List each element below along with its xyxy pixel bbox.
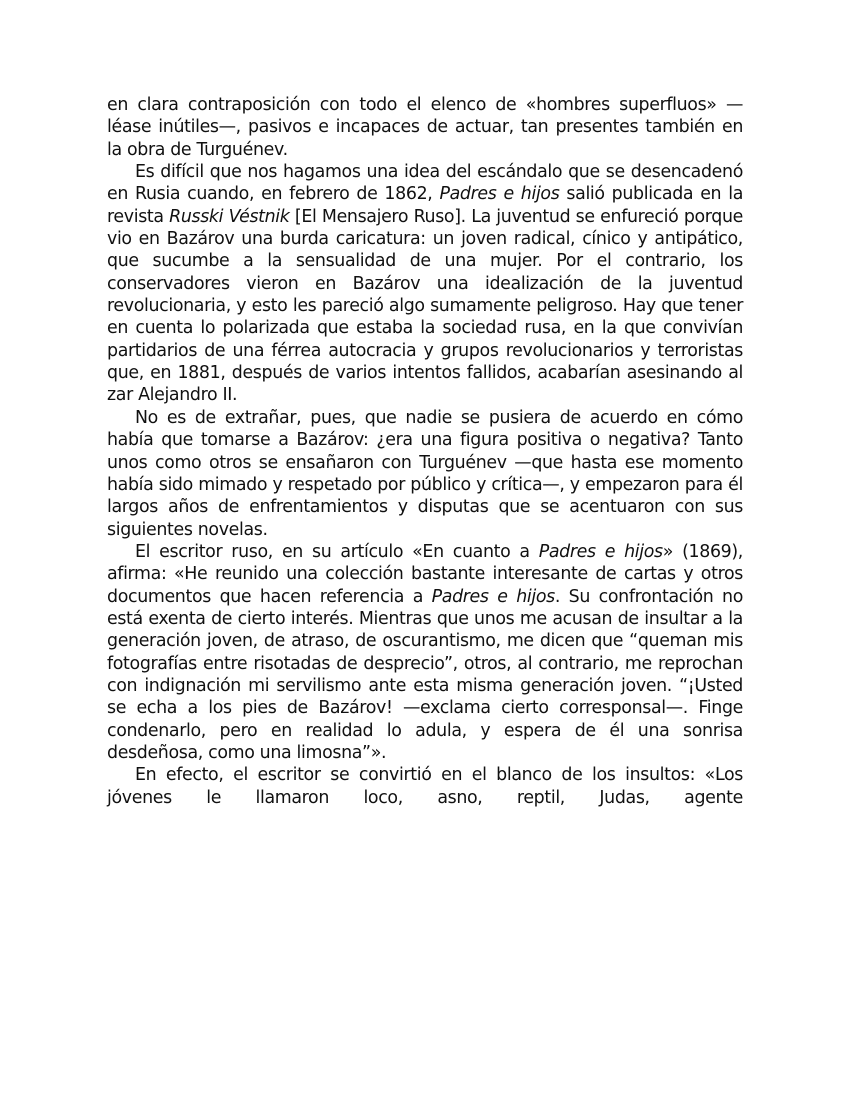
book-title-italic: Padres e hijos	[431, 586, 555, 607]
paragraph-text: » (1869), afirma: «He reunido una colección bastante interesante de cartas y otros documentos que hacen referencia a	[107, 541, 743, 607]
paragraph-text: No es de extrañar, pues, que nadie se pusiera de acuerdo en cómo había que tomarse a Bazárov: ¿era una figura positiva o negativa? Tanto unos como otros se ensañaron con Turguénev —que hasta ese momento había sido mimado y respetado por público y crítica—, y empezaron para él largos años de enfrentamientos y disputas que se acentuaron con sus siguientes novelas.	[107, 407, 743, 540]
paragraph-text: en clara contraposición con todo el elenco de «hombres superfluos» —léase inútiles—, pasivos e incapaces de actuar, tan presentes también en la obra de Turguénev.	[107, 95, 743, 160]
paragraph-5	[107, 764, 743, 809]
paragraph-text: salió publicada en la revista	[107, 184, 743, 227]
journal-title-italic: Russki Véstnik	[169, 206, 290, 227]
book-title-italic: Padres e hijos	[439, 184, 560, 205]
document-page	[107, 94, 743, 809]
book-title-italic: Padres e hijos	[538, 541, 663, 562]
paragraph-text: . Su confrontación no está exenta de cierto interés. Mientras que unos me acusan de insultar a la generación joven, de atraso, de oscurantismo, me dicen que “queman mis fotografías entre risotadas de desprecio”, otros, al contrario, me reprochan con indignación mi servilismo ante esta misma generación joven. “¡Usted se echa a los pies de Bazárov! —exclama cierto corresponsal—. Finge condenarlo, pero en realidad lo adula, y espera de él una sonrisa desdeñosa, como una limosna”».	[107, 586, 743, 763]
paragraph-text: En efecto, el escritor se convirtió en el blanco de los insultos: «Los jóvenes le llamaron loco, asno, reptil, Judas, agente	[107, 765, 743, 808]
paragraph-text: Es difícil que nos hagamos una idea del escándalo que se desencadenó en Rusia cuando, en febrero de 1862,	[107, 162, 743, 205]
paragraph-text: El escritor ruso, en su artículo «En cuanto a	[135, 541, 539, 562]
paragraph-1	[107, 94, 743, 161]
paragraph-text: [El Mensajero Ruso]. La juventud se enfureció porque vio en Bazárov una burda caricatura: un joven radical, cínico y antipático, que sucumbe a la sensualidad de una mujer. Por el contrario, los conservadores vieron en Bazárov una idealización de la juventud revolucionaria, y esto les pareció algo sumamente peligroso. Hay que tener en cuenta lo polarizada que estaba la sociedad rusa, en la que convivían partidarios de una férrea autocracia y grupos revolucionarios y terroristas que, en 1881, después de varios intentos fallidos, acabarían asesinando al zar Alejandro II.	[107, 206, 743, 406]
paragraph-3	[107, 407, 743, 541]
paragraph-4	[107, 541, 743, 764]
paragraph-2	[107, 161, 743, 407]
